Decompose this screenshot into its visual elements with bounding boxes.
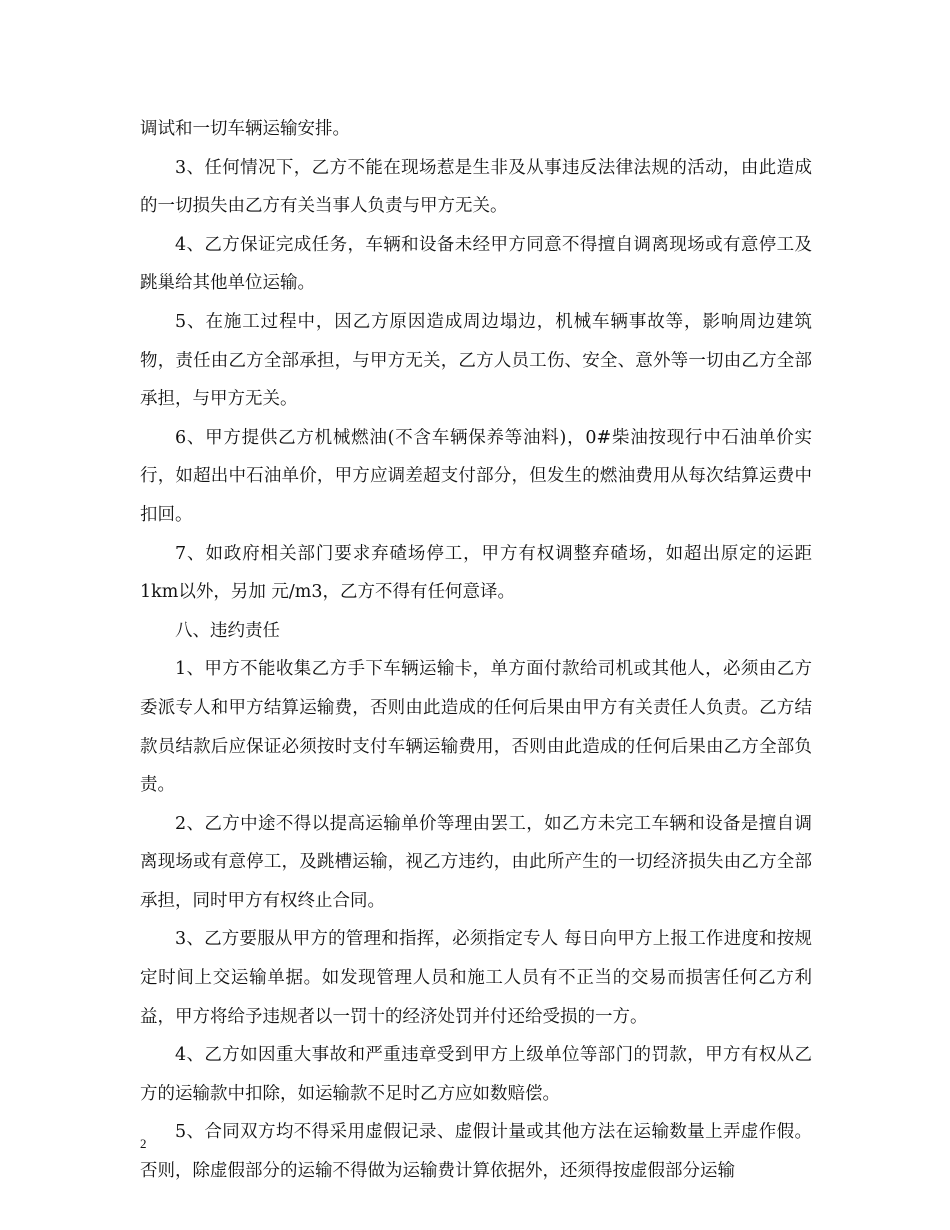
- clause-7-7: 7、如政府相关部门要求弃碴场停工，甲方有权调整弃碴场，如超出原定的运距1km以外，另加 元/m3，乙方不得有任何意译。: [140, 543, 812, 603]
- section-heading-breach-liability: 八、违约责任: [175, 620, 280, 641]
- clause-8-5: 5、合同双方均不得采用虚假记录、虚假计量或其他方法在运输数量上弄虚作假。否则，除虚假部分的运输不得做为运输费计算依据外，还须得按虚假部分运输: [140, 1122, 812, 1182]
- clause-8-3: 3、乙方要服从甲方的管理和指挥，必须指定专人 每日向甲方上报工作进度和按规定时间上交运输单据。如发现管理人员和施工人员有不正当的交易而损害任何乙方利益，甲方将给予违规者以一罚十的经济处罚并付还给受损的一方。: [140, 929, 812, 1027]
- page-number: 2: [140, 1136, 147, 1151]
- clause-7-5: 5、在施工过程中，因乙方原因造成周边塌边，机械车辆事故等，影响周边建筑物，责任由乙方全部承担，与甲方无关，乙方人员工伤、安全、意外等一切由乙方全部承担，与甲方无关。: [140, 311, 812, 410]
- document-body: [140, 110, 812, 1191]
- clause-7-3: 3、任何情况下，乙方不能在现场惹是生非及从事违反法律法规的活动，由此造成的一切损失由乙方有关当事人负责与甲方无关。: [140, 157, 812, 217]
- clause-7-6: 6、甲方提供乙方机械燃油(不含车辆保养等油料)，0#柴油按现行中石油单价实行，如超出中石油单价，甲方应调差超支付部分，但发生的燃油费用从每次结算运费中扣回。: [140, 427, 812, 525]
- clause-8-4: 4、乙方如因重大事故和严重违章受到甲方上级单位等部门的罚款，甲方有权从乙方的运输款中扣除，如运输款不足时乙方应如数赔偿。: [140, 1045, 812, 1104]
- clause-8-2: 2、乙方中途不得以提高运输单价等理由罢工，如乙方未完工车辆和设备是擅自调离现场或有意停工，及跳槽运输，视乙方违约，由此所产生的一切经济损失由乙方全部承担，同时甲方有权终止合同。: [140, 813, 812, 911]
- clause-7-4: 4、乙方保证完成任务，车辆和设备未经甲方同意不得擅自调离现场或有意停工及跳巢给其他单位运输。: [140, 234, 812, 294]
- paragraph-continuation: 调试和一切车辆运输安排。: [140, 119, 350, 139]
- clause-8-1: 1、甲方不能收集乙方手下车辆运输卡，单方面付款给司机或其他人，必须由乙方委派专人和甲方结算运输费，否则由此造成的任何后果由甲方有关责任人负责。乙方结款员结款后应保证必须按时支付车辆运输费用，否则由此造成的任何后果由乙方全部负责。: [140, 659, 812, 796]
